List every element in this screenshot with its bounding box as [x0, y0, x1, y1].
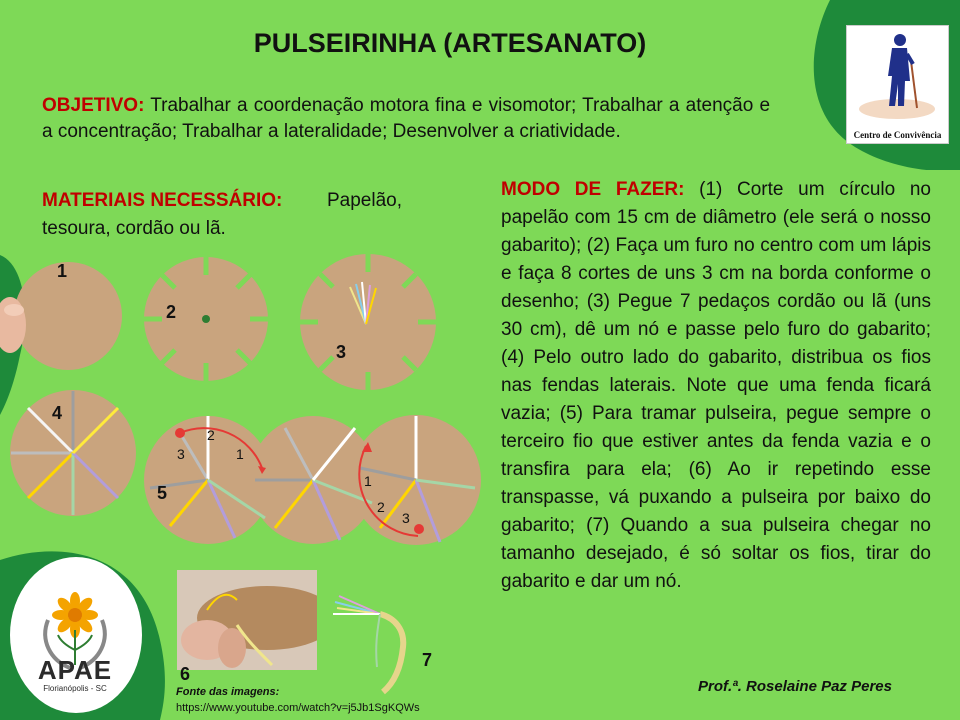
page-title: PULSEIRINHA (ARTESANATO) [253, 28, 647, 58]
elder-person-icon [847, 26, 948, 126]
step-number-1: 1 [57, 261, 68, 281]
apae-location: Florianópolis - SC [43, 684, 107, 693]
instructions-paragraph [501, 176, 931, 596]
step-number-3: 3 [336, 342, 347, 362]
source-url[interactable]: https://www.youtube.com/watch?v=j5Jb1SgKQWs [176, 702, 420, 714]
step5-marker-3: 3 [177, 446, 185, 462]
objective-paragraph [42, 93, 770, 145]
centro-convivencia-logo [846, 25, 949, 144]
step7-image [325, 592, 440, 697]
apae-name: APAE [37, 655, 113, 685]
source-label: Fonte das imagens: [176, 686, 280, 698]
author-signature: Prof.ª. Roselaine Paz Peres [698, 678, 892, 695]
step-number-6: 6 [180, 664, 191, 684]
step5-marker-2: 2 [207, 427, 215, 443]
materials-paragraph [42, 187, 402, 243]
objective-text: Trabalhar a coordenação motora fina e visomotor; Trabalhar a atenção e a concentração; Trabalhar a lateralidade; Desenvolver a criatividade. [42, 95, 771, 142]
materials-label: MATERIAIS NECESSÁRIO: [42, 190, 283, 211]
step-number-4: 4 [52, 403, 63, 423]
instructions-text: (1) Corte um círculo no papelão com 15 cm de diâmetro (ele será o nosso gabarito); (2) Faça um furo no centro com um lápis e faça 8 cortes de uns 3 cm na borda conforme o desenho; (3) Pegue 7 pedaços cordão ou lã (uns 30 cm), dê um nó e passe pelo furo do gabarito; (4) Pelo outro lado do gabarito, distribua os fios nas fendas laterais. Note que uma fenda ficará vazia; (5) Para tramar pulseira, pegue sempre o terceiro fio que estiver antes da fenda vazia e o transfira para ela; (6) Ao ir repetindo esse transpasse, vá puxando a pulseira por baixo do gabarito; (7) Quando a sua pulseira chegar no tamanho desejado, é só soltar os fios, tirar do gabarito e dar um nó. [501, 179, 931, 592]
step5b-marker-2: 2 [377, 499, 385, 515]
step6-image [177, 570, 317, 670]
step5-marker-1: 1 [236, 446, 244, 462]
instructions-label: MODO DE FAZER: [501, 179, 685, 200]
step3-image [298, 252, 438, 392]
step5b-marker-1: 1 [364, 473, 372, 489]
materials-first: Papelão, [326, 190, 402, 211]
step2-image [142, 255, 270, 383]
step5-image [140, 408, 485, 548]
step-number-7: 7 [422, 650, 433, 670]
materials-rest: tesoura, cordão ou lã. [42, 218, 226, 239]
centro-convivencia-text: Centro de Convivência [853, 130, 942, 140]
step-number-2: 2 [166, 302, 177, 322]
objective-label: OBJETIVO: [42, 95, 145, 116]
step5b-marker-3: 3 [402, 510, 410, 526]
step-number-5: 5 [157, 483, 168, 503]
step4-image [8, 388, 138, 518]
